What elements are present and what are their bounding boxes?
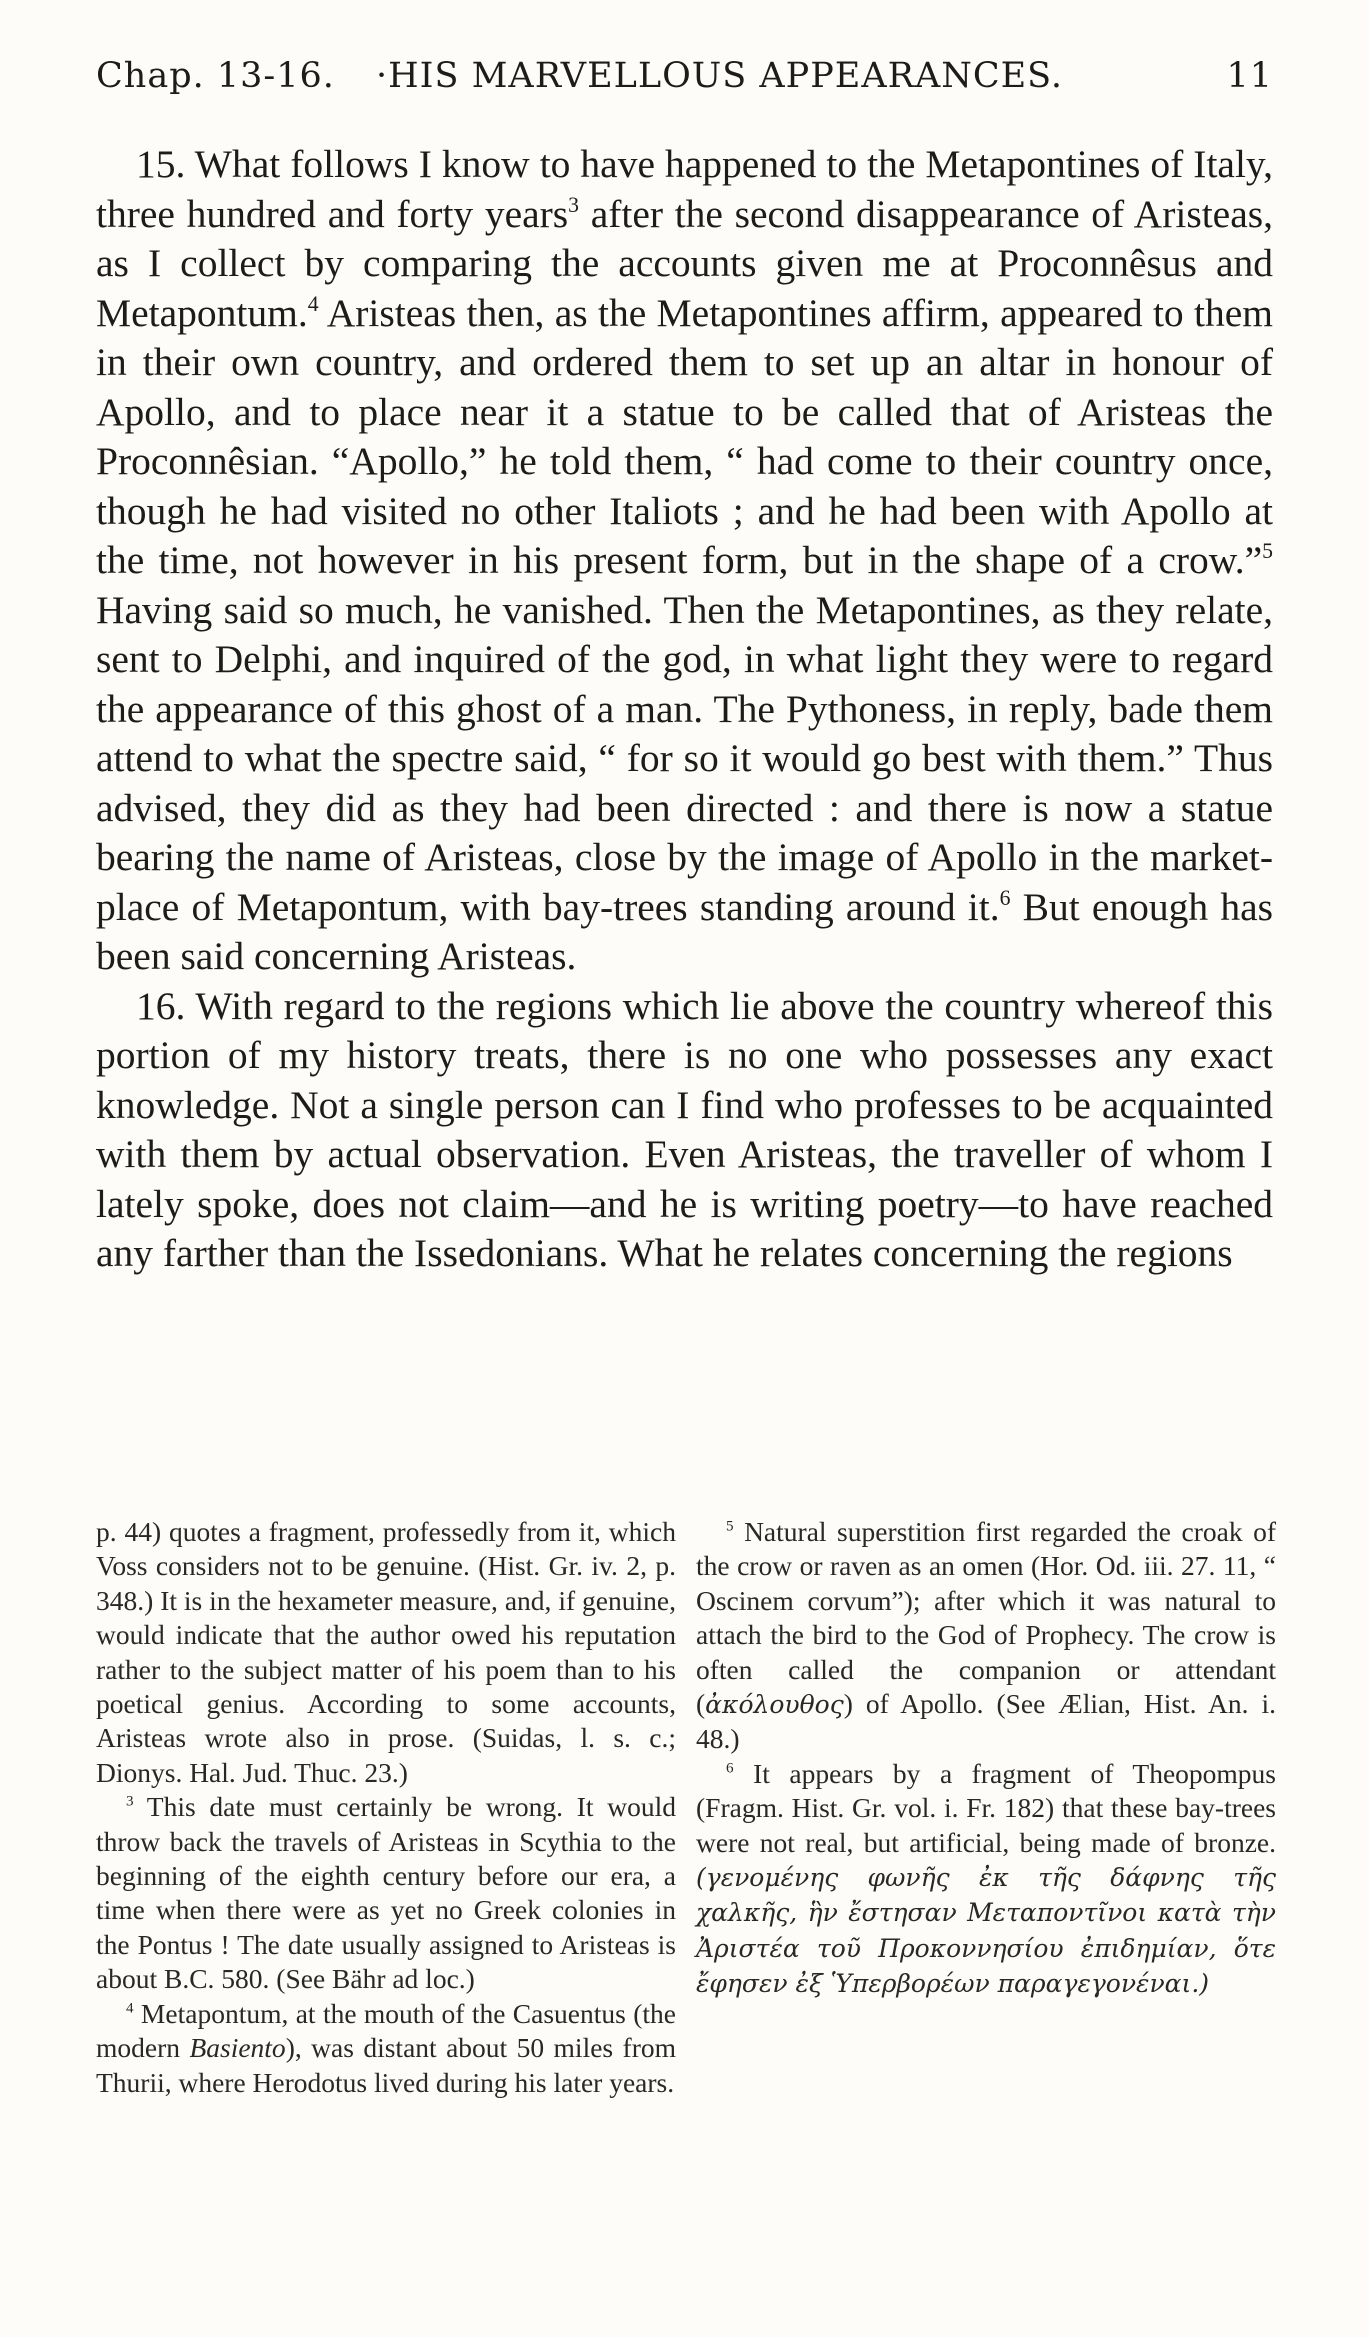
footnote-ref-5: 5 bbox=[1262, 538, 1273, 563]
paragraph-16: 16. With regard to the regions which lie above the country whereof this portion of my history treats, there is no one who possesses any exact knowledge. Not a single person can I find who professes to be acquainted with them by actual observation. Even Aristeas, the traveller of whom I lately spoke, does not claim—and he is writing poetry—to have reached any farther than the Issedonians. What he relates concerning the regions bbox=[96, 983, 1273, 1275]
footnote-ref-3: 3 bbox=[568, 192, 580, 217]
footnote-ref-4: 4 bbox=[307, 291, 319, 316]
footnotes-right-column bbox=[696, 1515, 1276, 2002]
page-number: 11 bbox=[1226, 56, 1273, 96]
paragraph-15: 15. What follows I know to have happened to the Metapontines of Italy, three hundred and forty years$^3$ after the second disappearance of Aristeas, as I collect by comparing the accounts given me at Proconnêsus and Metapontum.$^4$ Aristeas then, as the Metapontines affirm, appeared to them in their own country, and ordered them to set up an altar in honour of Apollo, and to place near it a statue to be called that of Aristeas the Proconnêsian. “Apollo,” he told them, “ had come to their country once, though he had visited no other Italiots ; and he had been with Apollo at the time, not however in his present form, but in the shape of a crow.”$^5$ Having said so much, he vanished. Then the Metapontines, as they relate, sent to Delphi, and inquired of the god, in what light they were to regard the appearance of this ghost of a man. The Pythoness, in reply, bade them attend to what the spectre said, “ for so it would go best with them.” Thus advised, they did as they had been directed : and there is now a statue bearing the name of Aristeas, close by the image of Apollo in the market-place of Metapontum, with bay-trees standing around it.$^6$ But enough has been said concerning Aristeas. bbox=[96, 142, 1273, 978]
footnote-continued: p. 44) quotes a fragment, professedly from it, which Voss considers not to be genuine. (Hist. Gr. iv. 2, p. 348.) It is in the hexameter measure, and, if genuine, would indicate that the author owed his reputation rather to the subject matter of his poem than to his poetical genius. According to some accounts, Aristeas wrote also in prose. (Suidas, l. s. c.; Dionys. Hal. Jud. Thuc. 23.) bbox=[96, 1516, 676, 1788]
page-title: ·HIS MARVELLOUS APPEARANCES. bbox=[376, 56, 1064, 96]
footnote-3: $^3$ This date must certainly be wrong. It would throw back the travels of Aristeas in Scythia to the beginning of the eighth century before our era, a time when there were as yet no Greek colonies in the Pontus ! The date usually assigned to Aristeas is about B.C. 580. (See Bähr ad loc.) bbox=[96, 1791, 676, 1995]
running-head bbox=[96, 56, 1273, 106]
footnote-6: $^6$ It appears by a fragment of Theopompus (Fragm. Hist. Gr. vol. i. Fr. 182) that these bay-trees were not real, but artificial, being made of bronze. (γενομένης φωνῆς ἐκ τῆς δάφνης τῆς χαλκῆς, ἣν ἔστησαν Μεταποντῖνοι κατὰ τὴν Ἀριστέα τοῦ Προκοννησίου ἐπιδημίαν, ὅτε ἔφησεν ἐξ Ὑπερβορέων παραγεγονέναι.) bbox=[696, 1757, 1276, 1999]
main-text bbox=[96, 140, 1273, 1279]
footnote-4: $^4$ Metapontum, at the mouth of the Casuentus (the modern Basiento), was distant about 50 miles from Thurii, where Herodotus lived during his later years. bbox=[96, 1997, 676, 2098]
footnote-ref-6: 6 bbox=[999, 885, 1011, 910]
footnotes-left-column bbox=[96, 1515, 676, 2100]
footnote-5: $^5$ Natural superstition first regarded the croak of the crow or raven as an omen (Hor. Od. iii. 27. 11, “ Oscinem corvum”); after which it was natural to attach the bird to the God of Prophecy. The crow is often called the companion or attendant (ἀκόλουθος) of Apollo. (See Ælian, Hist. An. i. 48.) bbox=[696, 1516, 1276, 1755]
chapter-range: Chap. 13-16. bbox=[96, 56, 335, 96]
footnotes bbox=[96, 1515, 1276, 2305]
